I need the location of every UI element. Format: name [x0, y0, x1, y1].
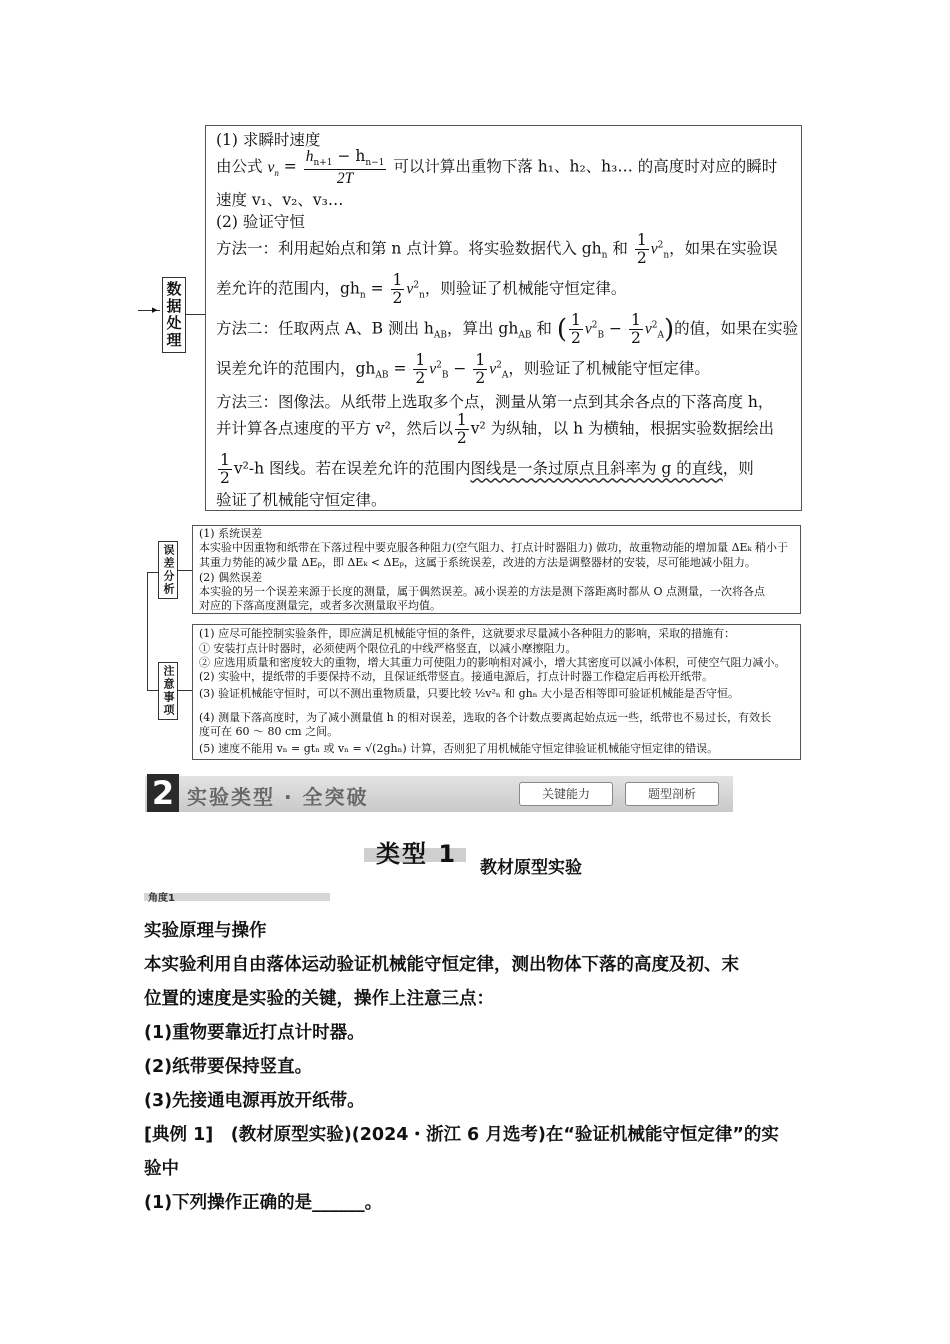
method3-line3: $\frac{1}{2}$ v²-h 图线。若在误差允许的范围内图线是一条过原点且斜率为 g 的直线，则 — [220, 451, 754, 488]
precaution-line: ① 安装打点计时器时，必须使两个限位孔的中线严格竖直，以减小摩擦阻力。 — [199, 642, 577, 655]
speed-line: 速度 v₁、v₂、v₃… — [216, 191, 344, 209]
method2-line1: 方法二：任取两点 A、B 测出 $h_{AB}$，算出 $gh_{AB}$ 和 ( $\frac{1}{2}$ $v^2_B$ − $\frac{1}{2}$ $v^2_A$)的值，如果在实验 — [216, 311, 799, 348]
error-line: 对应的下落高度测量完，或者多次测量取平均值。 — [199, 599, 441, 612]
method1-line2: 差允许的范围内，$gh_n$ = $\frac{1}{2}$ $v^2_n$，则验证了机械能守恒定律。 — [216, 271, 627, 308]
arrow-head: ▸ — [152, 303, 158, 316]
precaution-line: (3) 验证机械能守恒时，可以不测出重物质量，只要比较 ½v²ₙ 和 ghₙ 大小是否相等即可验证机械能是否守恒。 — [199, 687, 739, 700]
error-line: 其重力势能的减少量 ΔEₚ，即 ΔEₖ < ΔEₚ，这属于系统误差，改进的方法是调整器材的安装，尽可能地减小阻力。 — [199, 556, 756, 569]
method3-line2: 并计算各点速度的平方 v²，然后以 $\frac{1}{2}$ v² 为纵轴，以 h 为横轴，根据实验数据绘出 — [216, 411, 775, 448]
precaution-line: (2) 实验中，提纸带的手要保持不动，且保证纸带竖直。接通电源后，打点计时器工作稳定后再松开纸带。 — [199, 670, 714, 683]
method1-line1: 方法一：利用起始点和第 n 点计算。将实验数据代入 $gh_n$ 和 $\frac{1}{2}$ $v^2_n$，如果在实验误 — [216, 231, 778, 268]
tab-question-analysis[interactable]: 题型剖析 — [625, 782, 719, 806]
error-line: (1) 系统误差 — [199, 527, 263, 540]
type-heading-label: 类型 1 — [376, 840, 458, 868]
error-analysis-box — [192, 525, 801, 614]
data-processing-box — [205, 125, 802, 511]
connector — [186, 314, 206, 315]
sub2-title: (2) 验证守恒 — [216, 213, 305, 231]
velocity-formula: 由公式 $v_n$ = $\frac{h_{n+1} - h_{n-1}}{2T}$ 可以计算出重物下落 h₁、h₂、h₃… 的高度时对应的瞬时 — [216, 147, 778, 187]
error-line: 本实验的另一个误差来源于长度的测量，属于偶然误差。减小误差的方法是测下落距离时都从 O 点测量，一次将各点 — [199, 585, 766, 598]
method3-line4: 验证了机械能守恒定律。 — [216, 491, 387, 509]
precaution-line: (5) 速度不能用 vₙ = gtₙ 或 vₙ = √(2ghₙ) 计算，否则犯了用机械能守恒定律验证机械能守恒定律的错误。 — [199, 742, 719, 755]
data-processing-label: 数据处理 — [162, 277, 186, 353]
error-connector — [178, 570, 192, 571]
body-line: 本实验利用自由落体运动验证机械能守恒定律，测出物体下落的高度及初、末 — [144, 955, 739, 975]
precautions-label: 注意事项 — [158, 662, 178, 720]
precautions-box — [192, 624, 801, 760]
section-banner — [145, 776, 733, 812]
precautions-connector — [178, 690, 192, 691]
precaution-line: 度可在 60 ～ 80 cm 之间。 — [199, 725, 339, 738]
bracket-vertical — [147, 572, 148, 690]
method2-line2: 误差允许的范围内，$gh_{AB}$ = $\frac{1}{2}$ $v^2_B$ − $\frac{1}{2}$ $v^2_A$，则验证了机械能守恒定律。 — [216, 351, 710, 388]
list-item: (3)先接通电源再放开纸带。 — [144, 1091, 365, 1111]
precaution-line: ② 应选用质量和密度较大的重物，增大其重力可使阻力的影响相对减小，增大其密度可以减小体积，可使空气阻力减小。 — [199, 656, 786, 669]
type-heading-subtitle: 教材原型实验 — [480, 858, 582, 878]
banner-title: 实验类型 · 全突破 — [187, 785, 369, 809]
example-heading-cont: 验中 — [144, 1159, 179, 1179]
list-item: (1)重物要靠近打点计时器。 — [144, 1023, 365, 1043]
method3-line1: 方法三：图像法。从纸带上选取多个点，测量从第一点到其余各点的下落高度 h， — [216, 393, 774, 411]
list-item: (2)纸带要保持竖直。 — [144, 1057, 313, 1077]
question-line: (1)下列操作正确的是______。 — [144, 1193, 383, 1213]
error-line: (2) 偶然误差 — [199, 571, 263, 584]
bracket-top — [147, 572, 158, 573]
banner-number: 2 — [147, 774, 179, 812]
angle-tag: 角度1 — [148, 893, 175, 904]
sub1-title: (1) 求瞬时速度 — [216, 131, 321, 149]
precaution-line: (4) 测量下落高度时，为了减小测量值 h 的相对误差，选取的各个计数点要离起始点远一些，纸带也不易过长，有效长 — [199, 711, 772, 724]
error-line: 本实验中因重物和纸带在下落过程中要克服各种阻力(空气阻力、打点计时器阻力) 做功，故重物动能的增加量 ΔEₖ 稍小于 — [199, 541, 789, 554]
section-title: 实验原理与操作 — [144, 921, 267, 941]
tab-key-ability[interactable]: 关键能力 — [519, 782, 613, 806]
precaution-line: (1) 应尽可能控制实验条件，即应满足机械能守恒的条件，这就要求尽量减小各种阻力的影响，采取的措施有： — [199, 627, 736, 640]
example-heading: [典例 1] (教材原型实验)(2024・浙江 6 月选考)在“验证机械能守恒定律”的实 — [144, 1125, 779, 1145]
bracket-bottom — [147, 690, 158, 691]
error-analysis-label: 误差分析 — [158, 541, 178, 599]
body-line: 位置的速度是实验的关键，操作上注意三点： — [144, 989, 494, 1009]
